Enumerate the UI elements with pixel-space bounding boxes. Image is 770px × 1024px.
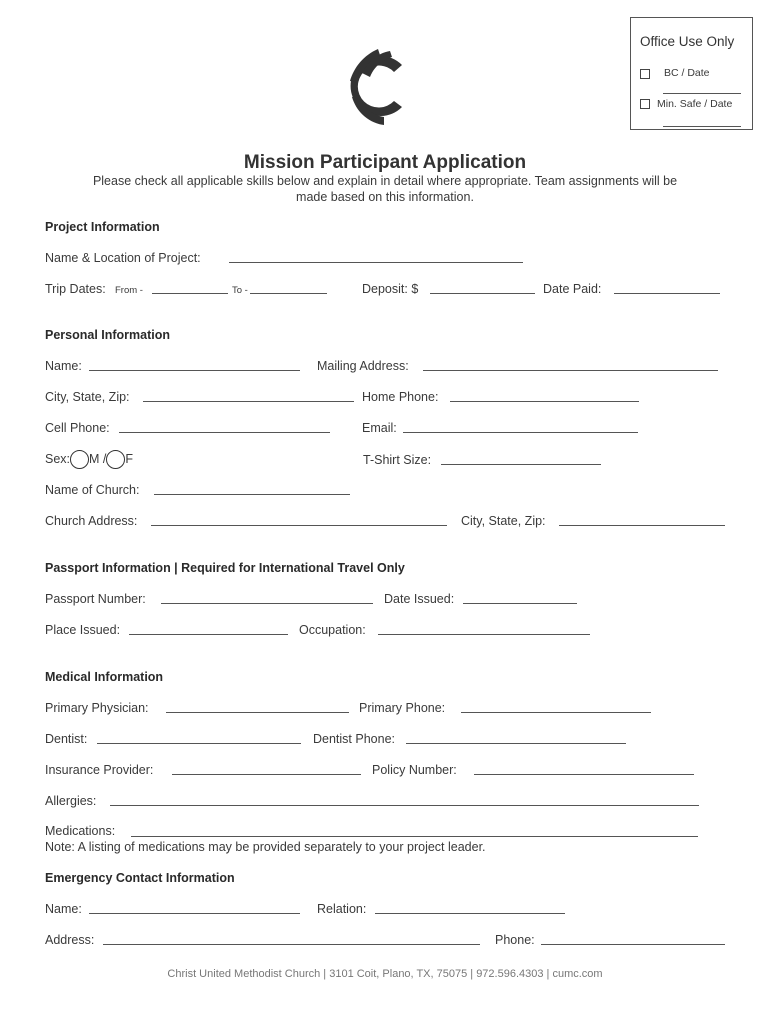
project-name-field[interactable] bbox=[229, 262, 523, 263]
insurance-field[interactable] bbox=[172, 774, 361, 775]
personal-name-label: Name: bbox=[45, 359, 82, 373]
deposit-field[interactable] bbox=[430, 293, 535, 294]
email-field[interactable] bbox=[403, 432, 638, 433]
email-label: Email: bbox=[362, 421, 397, 435]
date-paid-label: Date Paid: bbox=[543, 282, 602, 296]
place-issued-field[interactable] bbox=[129, 634, 288, 635]
project-heading: Project Information bbox=[45, 220, 160, 234]
relation-field[interactable] bbox=[375, 913, 565, 914]
passport-number-field[interactable] bbox=[161, 603, 373, 604]
intro-line-2: made based on this information. bbox=[296, 190, 474, 204]
dentist-phone-label: Dentist Phone: bbox=[313, 732, 395, 746]
policy-field[interactable] bbox=[474, 774, 694, 775]
church-city-state-zip-field[interactable] bbox=[559, 525, 725, 526]
sex-row bbox=[45, 448, 133, 470]
occupation-field[interactable] bbox=[378, 634, 590, 635]
project-name-label: Name & Location of Project: bbox=[45, 251, 201, 265]
emergency-name-field[interactable] bbox=[89, 913, 300, 914]
emergency-phone-field[interactable] bbox=[541, 944, 725, 945]
emergency-address-label: Address: bbox=[45, 933, 95, 947]
church-name-field[interactable] bbox=[154, 494, 350, 495]
min-safe-date-line bbox=[663, 126, 741, 127]
medications-note: Note: A listing of medications may be provided separately to your project leader. bbox=[45, 840, 486, 854]
page-title: Mission Participant Application bbox=[243, 152, 527, 173]
occupation-label: Occupation: bbox=[299, 623, 366, 637]
personal-heading: Personal Information bbox=[45, 328, 171, 342]
emergency-heading: Emergency Contact Information bbox=[45, 871, 235, 885]
insurance-label: Insurance Provider: bbox=[45, 763, 154, 777]
home-phone-field[interactable] bbox=[450, 401, 639, 402]
church-city-state-zip-label: City, State, Zip: bbox=[461, 514, 546, 528]
mailing-address-label: Mailing Address: bbox=[317, 359, 409, 373]
personal-name-field[interactable] bbox=[89, 370, 300, 371]
trip-dates-label: Trip Dates: bbox=[45, 282, 106, 296]
min-safe-date-label: Min. Safe / Date bbox=[657, 98, 733, 110]
church-address-label: Church Address: bbox=[45, 514, 138, 528]
emergency-phone-label: Phone: bbox=[495, 933, 535, 947]
primary-phone-label: Primary Phone: bbox=[359, 701, 446, 715]
home-phone-label: Home Phone: bbox=[362, 390, 439, 404]
passport-heading: Passport Information | Required for International Travel Only bbox=[45, 561, 405, 575]
dentist-label: Dentist: bbox=[45, 732, 88, 746]
church-name-label: Name of Church: bbox=[45, 483, 140, 497]
sex-label: Sex: bbox=[45, 452, 71, 466]
cell-phone-field[interactable] bbox=[119, 432, 330, 433]
bc-date-line bbox=[663, 93, 741, 94]
medications-label: Medications: bbox=[45, 824, 116, 838]
allergies-label: Allergies: bbox=[45, 794, 97, 808]
office-use-title: Office Use Only bbox=[640, 34, 735, 49]
min-safe-date-checkbox[interactable] bbox=[640, 99, 650, 109]
emergency-address-field[interactable] bbox=[103, 944, 480, 945]
allergies-field[interactable] bbox=[110, 805, 699, 806]
church-address-field[interactable] bbox=[151, 525, 447, 526]
sex-male-radio[interactable] bbox=[70, 450, 89, 469]
tshirt-label: T-Shirt Size: bbox=[363, 453, 432, 467]
tshirt-field[interactable] bbox=[441, 464, 601, 465]
trip-from-field[interactable] bbox=[152, 293, 228, 294]
bc-date-label: BC / Date bbox=[664, 67, 710, 79]
trip-from-label: From - bbox=[115, 285, 143, 296]
physician-field[interactable] bbox=[166, 712, 349, 713]
dentist-field[interactable] bbox=[97, 743, 301, 744]
date-paid-field[interactable] bbox=[614, 293, 720, 294]
sex-female-label: F bbox=[125, 452, 134, 466]
medical-heading: Medical Information bbox=[45, 670, 164, 684]
emergency-name-label: Name: bbox=[45, 902, 82, 916]
city-state-zip-label: City, State, Zip: bbox=[45, 390, 130, 404]
trip-to-field[interactable] bbox=[250, 293, 327, 294]
city-state-zip-field[interactable] bbox=[143, 401, 354, 402]
dentist-phone-field[interactable] bbox=[406, 743, 626, 744]
deposit-label: Deposit: $ bbox=[362, 282, 419, 296]
office-use-box bbox=[630, 17, 753, 130]
sex-male-label: M / bbox=[89, 452, 107, 466]
cell-phone-label: Cell Phone: bbox=[45, 421, 110, 435]
physician-label: Primary Physician: bbox=[45, 701, 149, 715]
date-issued-field[interactable] bbox=[463, 603, 577, 604]
footer-text: Christ United Methodist Church | 3101 Coit, Plano, TX, 75075 | 972.596.4303 | cumc.com bbox=[167, 968, 603, 980]
church-logo-icon bbox=[340, 45, 425, 130]
relation-label: Relation: bbox=[317, 902, 367, 916]
date-issued-label: Date Issued: bbox=[384, 592, 455, 606]
intro-line-1: Please check all applicable skills below and explain in detail where appropriate. Team assignments will be bbox=[92, 174, 678, 188]
place-issued-label: Place Issued: bbox=[45, 623, 121, 637]
trip-to-label: To - bbox=[232, 285, 248, 296]
primary-phone-field[interactable] bbox=[461, 712, 651, 713]
bc-date-checkbox[interactable] bbox=[640, 69, 650, 79]
sex-female-radio[interactable] bbox=[106, 450, 125, 469]
policy-label: Policy Number: bbox=[372, 763, 457, 777]
medications-field[interactable] bbox=[131, 836, 698, 837]
mailing-address-field[interactable] bbox=[423, 370, 718, 371]
passport-number-label: Passport Number: bbox=[45, 592, 146, 606]
